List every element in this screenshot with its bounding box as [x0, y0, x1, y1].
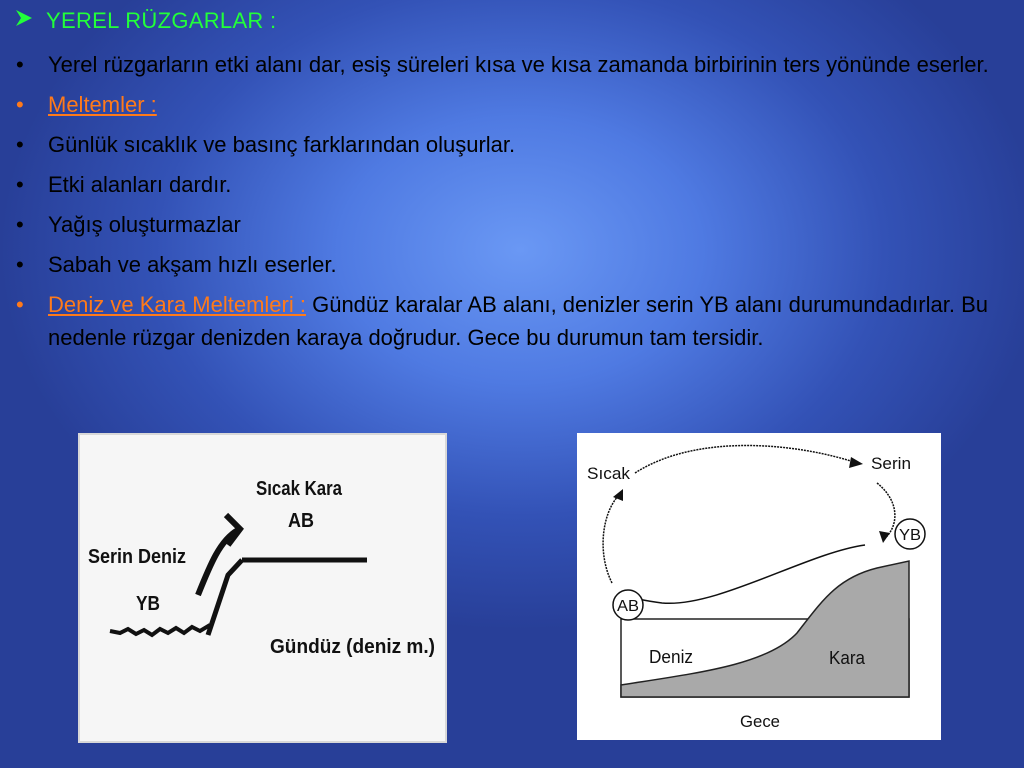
bullet-text: Günlük sıcaklık ve basınç farklarından oluşurlar. — [48, 132, 516, 157]
bullet-item — [14, 128, 1014, 161]
coast-slope-line — [208, 560, 242, 635]
low-pressure-label: AB — [617, 598, 639, 615]
bullet-item — [14, 88, 1014, 121]
arrowhead-icon — [879, 531, 890, 543]
dot-bullet-icon: • — [16, 212, 24, 237]
slide-title — [14, 8, 276, 34]
arrowhead-icon — [849, 457, 863, 468]
sea-wave-line — [110, 625, 210, 635]
high-pressure-label: YB — [899, 527, 921, 544]
dot-bullet-icon: • — [16, 52, 24, 77]
land-label: Kara — [829, 648, 866, 668]
bullet-item — [14, 208, 1014, 241]
bullet-text: Gündüz karalar AB alanı, denizler serin YB alanı durumundadırlar. Bu nedenle rüzgar denizden karaya doğrudur. Gece bu durumun tam tersidir. — [48, 292, 988, 350]
day-breeze-diagram — [80, 435, 445, 741]
land-label-2: AB — [288, 510, 314, 532]
arrowhead-icon — [613, 489, 623, 501]
dot-bullet-icon: • — [16, 92, 24, 117]
sea-label: Deniz — [649, 647, 693, 667]
bullet-item — [14, 288, 1014, 354]
dot-bullet-icon: • — [16, 172, 24, 197]
night-breeze-diagram — [577, 433, 941, 740]
meltemler-link[interactable]: Meltemler : — [48, 92, 157, 117]
bullet-text: Sabah ve akşam hızlı eserler. — [48, 252, 337, 277]
upper-circulation-arrow — [635, 446, 857, 474]
dot-bullet-icon: • — [16, 252, 24, 277]
bullet-text: Yağış oluşturmazlar — [48, 212, 241, 237]
day-breeze-figure — [78, 433, 447, 743]
cool-label: Serin — [871, 454, 911, 473]
bullet-item — [14, 248, 1014, 281]
day-caption: Gündüz (deniz m.) — [270, 636, 435, 658]
dot-bullet-icon: • — [16, 292, 24, 317]
bullet-item — [14, 168, 1014, 201]
slide-title-text: YEREL RÜZGARLAR : — [46, 8, 277, 33]
land-label-1: Sıcak Kara — [256, 478, 343, 500]
deniz-kara-meltemleri-link[interactable]: Deniz ve Kara Meltemleri : — [48, 292, 306, 317]
warm-label: Sıcak — [587, 464, 631, 483]
rising-arrow — [603, 495, 619, 583]
sea-label-1: Serin Deniz — [88, 546, 186, 568]
dot-bullet-icon: • — [16, 132, 24, 157]
bullet-text: Etki alanları dardır. — [48, 172, 232, 197]
night-caption: Gece — [740, 712, 780, 731]
descending-arrow — [877, 483, 895, 538]
arrowhead-bullet-icon — [14, 8, 36, 34]
night-breeze-figure — [577, 433, 941, 740]
sea-label-2: YB — [136, 593, 160, 615]
bullet-list — [14, 48, 1014, 361]
bullet-item — [14, 48, 1014, 81]
bullet-text: Yerel rüzgarların etki alanı dar, esiş süreleri kısa ve kısa zamanda birbirinin ters yönünde eserler. — [48, 52, 989, 77]
